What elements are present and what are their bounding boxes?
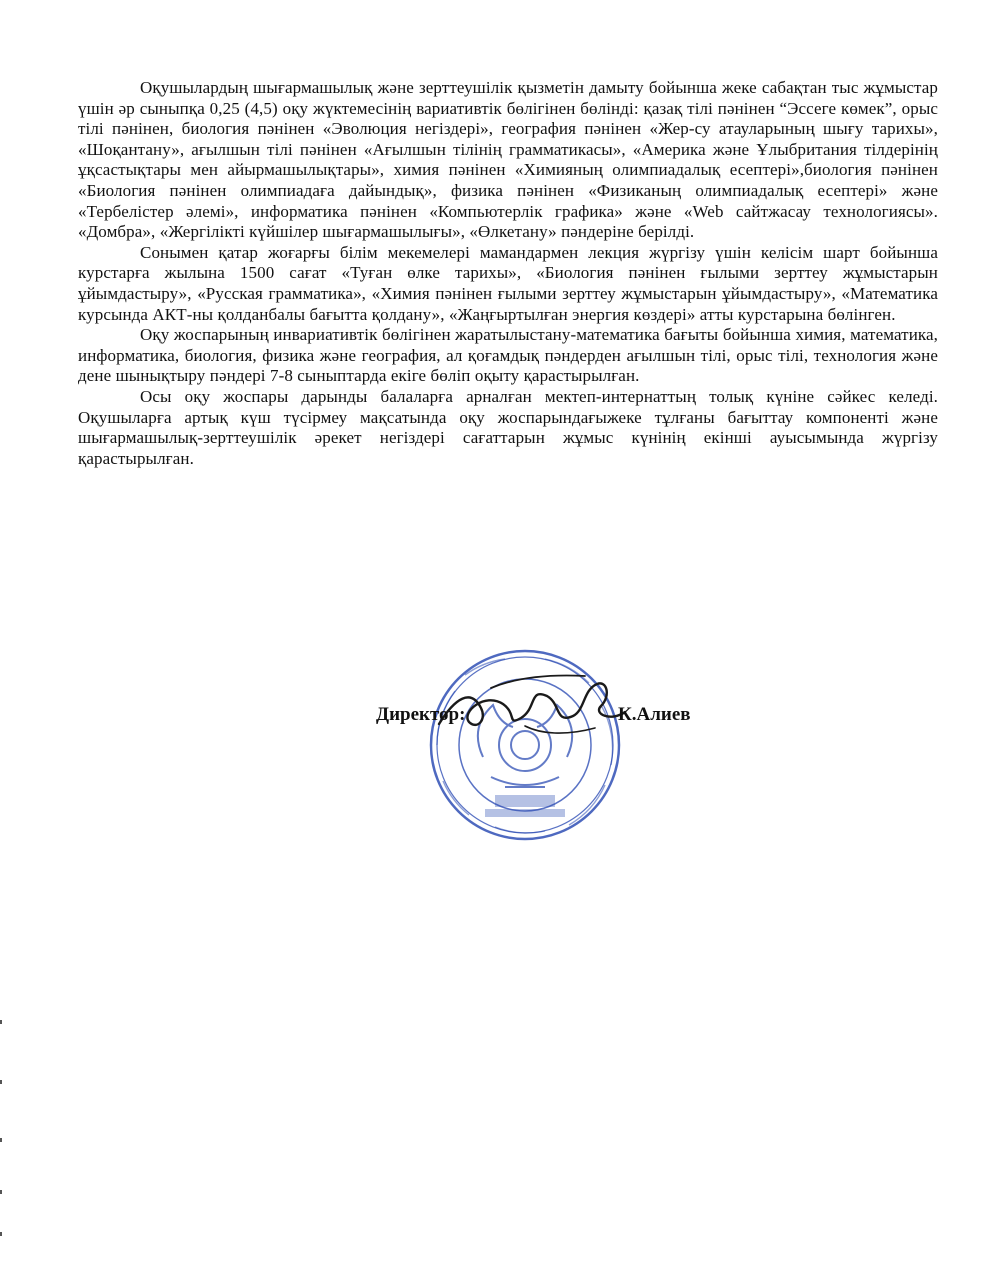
paragraph-extracurricular: Оқушылардың шығармашылық және зерттеушілік қызметін дамыту бойынша жеке сабақтан тыс жұмыстар үшін әр сыныпқа 0,25 (4,5) оқу жүктемесінің вариативтік бөлігінен бөлінді: қазақ тілі пәнінен “Эссеге көмек”, орыс тілі пәнінен, биология пәнінен «Эволюция негіздері», география пәнінен «Жер-су атауларының шығу тарихы», «Шоқантану», ағылшын тілі пәнінен «Ағылшын тілінің грамматикасы», «Америка және Ұлыбритания тілдерінің ұқсастықтары мен айырмашылықтары», химия пәнінен «Химияның олимпиадалық есептері»,биология пәнінен «Биология пәнінен олимпиадаға дайындық», физика пәнінен «Физиканың олимпиадалық есептері» және «Тербелістер әлемі», информатика пәнінен «Компьютерлік графика» және «Web сайтжасау технологиясы». «Домбра», «Жергілікті күйшілер шығармашылығы», «Өлкетану» пәндеріне берілді. xyxy=(78,78,938,242)
paragraph-schedule: Осы оқу жоспары дарынды балаларға арналған мектеп-интернаттың толық күніне сәйкес келеді. Оқушыларға артық күш түсірмеу мақсатында оқу жоспарындағыжеке тұлғаны бағыттау компоненті және шығармашылық-зерттеушілік әрекет негіздері сағаттарын жұмыс күнінің екінші ауысымында жүргізу қарастырылған. xyxy=(78,386,938,468)
signature-name: К.Алиев xyxy=(618,704,691,725)
paragraph-invariant-part: Оқу жоспарының инвариативтік бөлігінен жаратылыстану-математика бағыты бойынша химия, математика, информатика, биология, физика және география, ал қоғамдық пәндерден ағылшын тілі, орыс тілі, технология және дене шынықтыру пәндері 7-8 сыныптарда екіге бөліп оқыту қарастырылған. xyxy=(78,325,938,386)
signature-title: Директор: xyxy=(376,704,466,725)
paragraph-university-courses: Сонымен қатар жоғарғы білім мекемелері мамандармен лекция жүргізу үшін келісім шарт бойынша курстарға жылына 1500 сағат «Туған өлке тарихы», «Биология пәнінен ғылыми зерттеу жұмыстарын ұйымдастыру», «Русская грамматика», «Химия пәнінен ғылыми зерттеу жұмыстарын ұйымдастыру», «Математика курсында АКТ-ны қолданбалы бағытта қолдану», «Жаңғыртылған энергия көздері» атты курстарына бөлінген. xyxy=(78,242,938,324)
scan-edge-marks-icon xyxy=(0,1020,8,1240)
signature-block xyxy=(376,698,736,738)
document-body xyxy=(78,78,938,469)
